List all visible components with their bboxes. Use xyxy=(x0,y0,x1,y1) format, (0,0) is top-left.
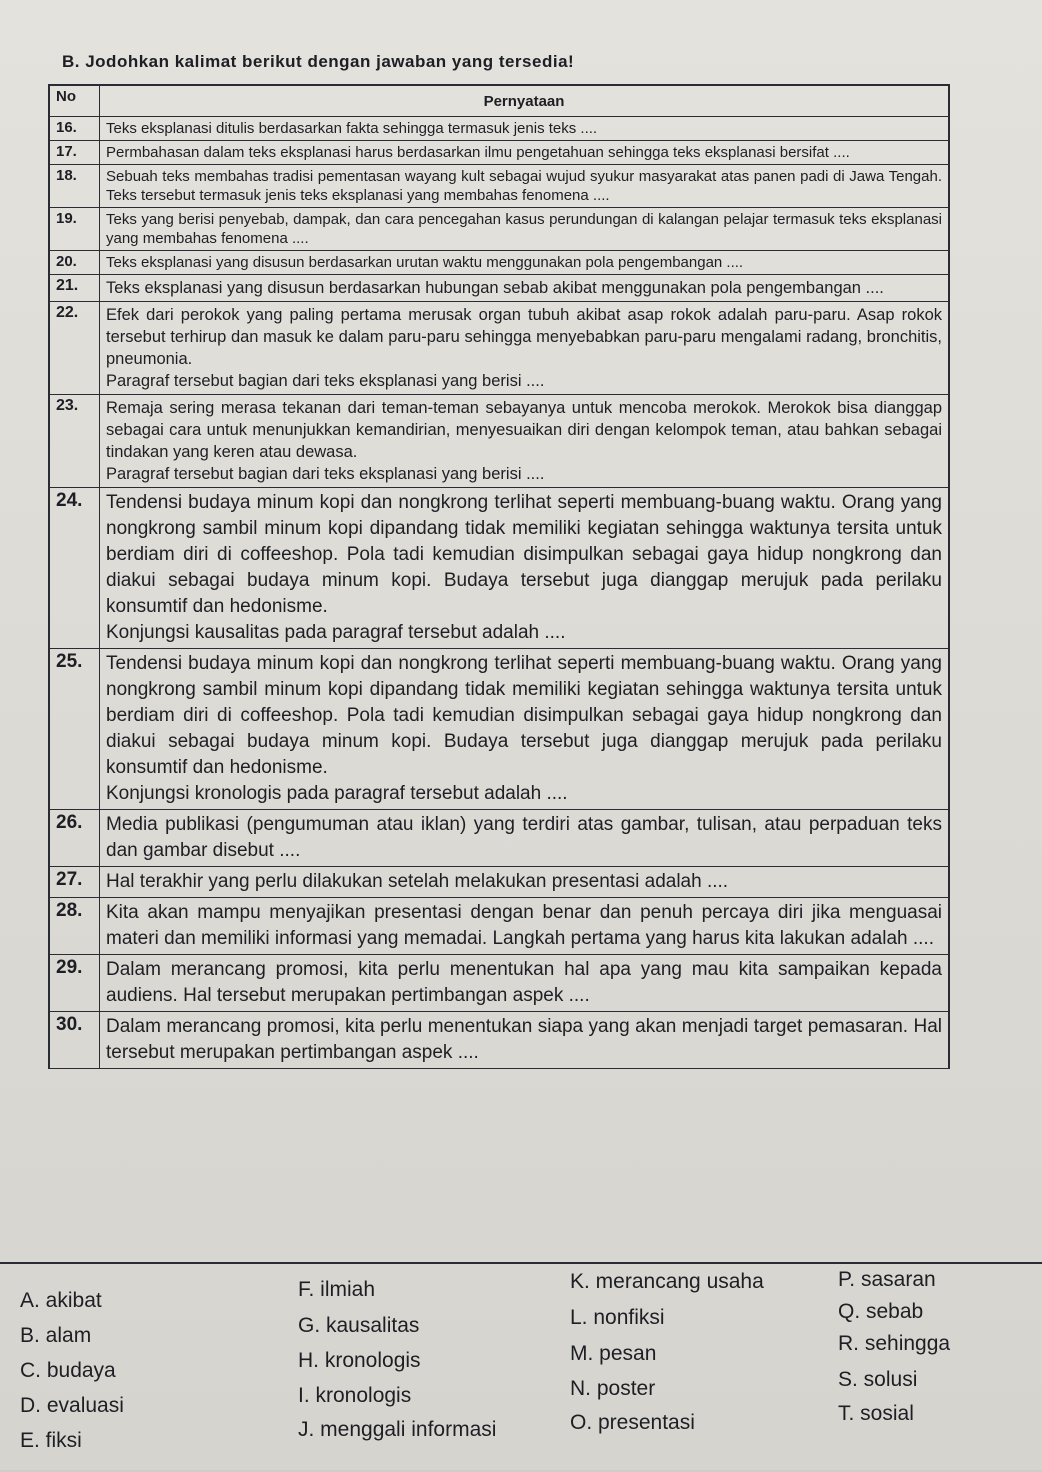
table-row xyxy=(50,395,948,488)
answer-options xyxy=(0,1262,1042,1472)
option-c: C. budaya xyxy=(20,1359,116,1382)
row-number: 25. xyxy=(50,649,100,809)
option-m: M. pesan xyxy=(570,1342,657,1365)
table-row xyxy=(50,898,948,955)
row-question: Konjungsi kronologis pada paragraf tersebut adalah .... xyxy=(106,783,568,804)
table-row xyxy=(50,867,948,898)
option-f: F. ilmiah xyxy=(298,1278,376,1301)
table-row xyxy=(50,488,948,649)
header-no: No xyxy=(50,86,100,116)
option-s: S. solusi xyxy=(838,1368,918,1391)
table-row xyxy=(50,302,948,395)
row-number: 22. xyxy=(50,302,100,394)
row-statement: Sebuah teks membahas tradisi pementasan wayang kult sebagai wujud syukur masyarakat atas panen padi di Jawa Tengah. Teks tersebut termasuk jenis teks eksplanasi yang membahas fenomena .... xyxy=(106,168,942,204)
row-question: Paragraf tersebut bagian dari teks eksplanasi yang berisi .... xyxy=(106,372,545,390)
row-number: 28. xyxy=(50,898,100,954)
option-h: H. kronologis xyxy=(298,1349,421,1372)
header-statement: Pernyataan xyxy=(483,93,565,110)
table-row xyxy=(50,275,948,302)
table-row xyxy=(50,649,948,810)
row-paragraph: Tendensi budaya minum kopi dan nongkrong terlihat seperti membuang-buang waktu. Orang yang nongkrong sambil minum kopi dipandang tidak memiliki kegiatan sehingga waktunya tersita untuk berdiam diri di coffeeshop. Pola tadi kemudian disimpulkan sebagai gaya hidup nongkrong dan diakui sebagai budaya minum kopi. Budaya tersebut juga dianggap merujuk pada perilaku konsumtif dan hedonisme. xyxy=(106,492,942,617)
row-statement: Media publikasi (pengumuman atau iklan) yang terdiri atas gambar, tulisan, atau perpaduan teks dan gambar disebut .... xyxy=(106,814,942,861)
row-number: 26. xyxy=(50,810,100,866)
row-number: 21. xyxy=(50,275,100,301)
row-paragraph: Efek dari perokok yang paling pertama merusak organ tubuh akibat asap rokok adalah paru-paru. Asap rokok tersebut terhirup dan masuk ke dalam paru-paru sehingga menyebabkan paru-paru mengalami radang, bronchitis, pneumonia. xyxy=(106,306,942,368)
row-number: 27. xyxy=(50,867,100,897)
option-o: O. presentasi xyxy=(570,1411,695,1434)
row-question: Paragraf tersebut bagian dari teks eksplanasi yang berisi .... xyxy=(106,465,545,483)
option-k: K. merancang usaha xyxy=(570,1270,764,1293)
row-statement xyxy=(100,488,948,648)
row-number: 18. xyxy=(50,165,100,207)
row-paragraph: Remaja sering merasa tekanan dari teman-teman sebayanya untuk mencoba merokok. Merokok bisa dianggap sebagai cara untuk menunjukkan kemandirian, menyesuaikan diri dengan kelompok teman, atau bahkan sebagai tindakan yang keren atau dewasa. xyxy=(106,399,942,461)
row-statement: Permbahasan dalam teks eksplanasi harus berdasarkan ilmu pengetahuan sehingga teks eksplanasi bersifat .... xyxy=(106,144,850,161)
option-t: T. sosial xyxy=(838,1402,914,1425)
table-row xyxy=(50,141,948,165)
table-header xyxy=(50,86,948,117)
option-i: I. kronologis xyxy=(298,1384,412,1407)
row-statement xyxy=(100,395,948,487)
row-statement: Teks eksplanasi yang disusun berdasarkan hubungan sebab akibat menggunakan pola pengembangan .... xyxy=(106,279,884,297)
row-statement xyxy=(100,649,948,809)
option-l: L. nonfiksi xyxy=(570,1306,665,1329)
row-statement: Dalam merancang promosi, kita perlu menentukan siapa yang akan menjadi target pemasaran. Hal tersebut merupakan pertimbangan aspek .... xyxy=(106,1016,942,1063)
row-statement: Teks eksplanasi ditulis berdasarkan fakta sehingga termasuk jenis teks .... xyxy=(106,120,598,137)
table-row xyxy=(50,810,948,867)
option-e: E. fiksi xyxy=(20,1429,82,1452)
row-number: 19. xyxy=(50,208,100,250)
option-p: P. sasaran xyxy=(838,1268,936,1291)
table-row xyxy=(50,117,948,141)
row-number: 20. xyxy=(50,251,100,274)
row-statement: Hal terakhir yang perlu dilakukan setelah melakukan presentasi adalah .... xyxy=(106,871,729,892)
option-g: G. kausalitas xyxy=(298,1314,420,1337)
option-q: Q. sebab xyxy=(838,1300,924,1323)
row-statement xyxy=(100,302,948,394)
option-r: R. sehingga xyxy=(838,1332,951,1355)
row-number: 29. xyxy=(50,955,100,1011)
table-row xyxy=(50,1012,948,1069)
row-number: 17. xyxy=(50,141,100,164)
row-statement: Teks yang berisi penyebab, dampak, dan cara pencegahan kasus perundungan di kalangan pelajar termasuk teks eksplanasi yang membahas fenomena .... xyxy=(106,211,942,247)
section-heading: B. Jodohkan kalimat berikut dengan jawaban yang tersedia! xyxy=(62,52,575,71)
table-row xyxy=(50,955,948,1012)
row-statement: Kita akan mampu menyajikan presentasi dengan benar dan penuh percaya diri jika menguasai materi dan memiliki informasi yang memadai. Langkah pertama yang harus kita lakukan adalah .... xyxy=(106,902,942,949)
option-b: B. alam xyxy=(20,1324,92,1347)
option-j: J. menggali informasi xyxy=(298,1418,497,1441)
table-row xyxy=(50,251,948,275)
option-d: D. evaluasi xyxy=(20,1394,124,1417)
row-number: 16. xyxy=(50,117,100,140)
option-n: N. poster xyxy=(570,1377,656,1400)
row-number: 24. xyxy=(50,488,100,648)
row-number: 30. xyxy=(50,1012,100,1068)
row-statement: Teks eksplanasi yang disusun berdasarkan urutan waktu menggunakan pola pengembangan .... xyxy=(106,254,744,271)
row-paragraph: Tendensi budaya minum kopi dan nongkrong terlihat seperti membuang-buang waktu. Orang yang nongkrong sambil minum kopi dipandang tidak memiliki kegiatan sehingga waktunya tersita untuk berdiam diri di coffeeshop. Pola tadi kemudian disimpulkan sebagai gaya hidup nongkrong dan diakui sebagai budaya minum kopi. Budaya tersebut juga dianggap merujuk pada perilaku konsumtif dan hedonisme. xyxy=(106,653,942,778)
option-a: A. akibat xyxy=(20,1289,102,1312)
row-question: Konjungsi kausalitas pada paragraf tersebut adalah .... xyxy=(106,622,566,643)
table-row xyxy=(50,208,948,251)
table-row xyxy=(50,165,948,208)
matching-table xyxy=(48,84,950,1069)
row-statement: Dalam merancang promosi, kita perlu menentukan hal apa yang mau kita sampaikan kepada audiens. Hal tersebut merupakan pertimbangan aspek .... xyxy=(106,959,942,1006)
row-number: 23. xyxy=(50,395,100,487)
